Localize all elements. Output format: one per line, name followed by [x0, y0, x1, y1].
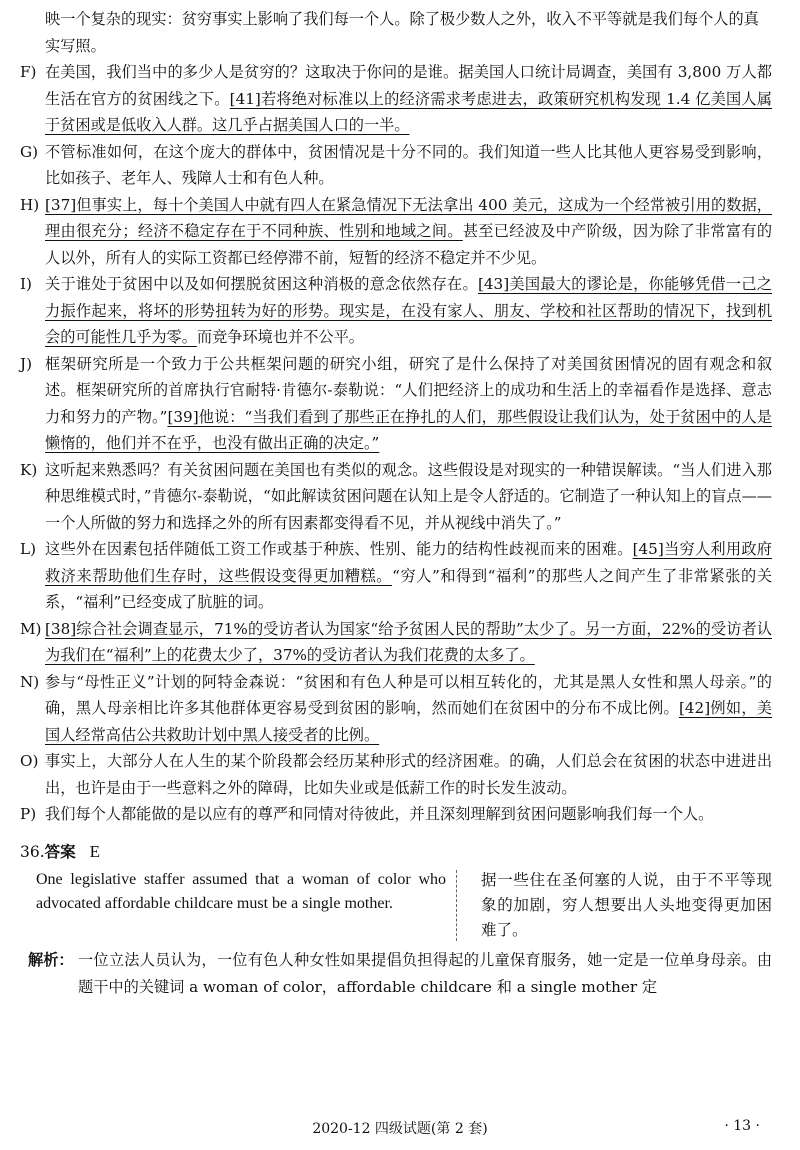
- underlined-sentence: [42]例如，美国人经常高估公共救助计划中黑人接受者的比例。: [45, 699, 772, 744]
- underlined-sentence: [41]若将绝对标准以上的经济需求考虑进去，政策研究机构发现 1.4 亿美国人属于贫困或是低收入人群。这几乎占据美国人口的一半。: [45, 89, 773, 134]
- question-header: [20, 838, 772, 866]
- page-number: · 13 ·: [724, 1118, 760, 1134]
- sentence: 关于谁处于贫困中以及如何摆脱贫困这种消极的意念依然存在。: [45, 275, 478, 293]
- answer-letter: E: [89, 841, 101, 861]
- paragraph-body: [45, 801, 772, 828]
- sentence: 在美国，我们当中的多少人是贫穷的？这取决于你问的是谁。据美国人口统计局调查，美国有 3,800 万人都生活在官方的贫困线之下。: [45, 63, 772, 108]
- underlined-sentence: [45]当穷人利用政府救济来帮助他们生存时，这些假设变得更加糟糕。: [45, 540, 772, 585]
- paragraph-body: [45, 748, 772, 801]
- sentence: 不管标准如何，在这个庞大的群体中，贫困情况是十分不同的。我们知道一些人比其他人更容易受到影响，比如孩子、老年人、残障人士和有色人种。: [45, 142, 772, 187]
- paragraph: [20, 536, 772, 616]
- statement-pair: [20, 868, 772, 943]
- paragraph-label: F): [20, 63, 37, 81]
- passage: [20, 6, 772, 828]
- paragraph-body: [45, 59, 772, 139]
- paragraph-label: J): [20, 354, 33, 373]
- explanation-text: 一位立法人员认为，一位有色人种女性如果提倡负担得起的儿童保育服务，她一定是一位单身母亲。由题干中的关键词 a woman of color，affordable childcare 和 a single mother 定: [78, 950, 772, 996]
- sentence: 映一个复杂的现实：贫穷事实上影响了我们每一个人。除了极少数人之外，收入不平等就是我们每个人的真实写照。: [45, 10, 759, 55]
- paragraph-body: [45, 457, 772, 537]
- paragraph: [20, 351, 772, 457]
- paragraph: [20, 59, 772, 139]
- underlined-sentence: [37]但事实上，每十个美国人中就有四人在紧急情况下无法拿出 400 美元，这成为一个经常被引用的数据，理由很充分；经济不稳定存在于不同种族、性别和地域之间。: [45, 195, 772, 240]
- paragraph-label: I): [20, 275, 32, 293]
- paragraph: [20, 748, 772, 801]
- sentence: 这些外在因素包括伴随低工资工作或基于种族、性别、能力的结构性歧视而来的困难。: [45, 540, 633, 558]
- paragraph: [20, 457, 772, 537]
- explanation-label: 解析：: [28, 950, 74, 969]
- page-footer: [0, 1118, 800, 1138]
- paragraph-body: [45, 351, 772, 457]
- paragraph: [20, 271, 772, 351]
- paragraph-label: L): [20, 540, 37, 558]
- paragraph-body: [45, 192, 772, 272]
- sentence: 而竞争环境也并不公平。: [196, 328, 364, 346]
- sentence: 参与“母性正义”计划的阿特金森说：“贫困和有色人种是可以相互转化的，尤其是黑人女性和黑人母亲。”的确，黑人母亲相比许多其他群体更容易受到贫困的影响，然而她们在贫困中的分布不成比例。: [45, 672, 772, 717]
- statement-english: One legislative staffer assumed that a woman of color who advocated affordable childcare must be a single mother.: [36, 870, 446, 912]
- statement-chinese: 据一些住在圣何塞的人说，由于不平等现象的加剧，穷人想要出人头地变得更加困难了。: [481, 870, 772, 939]
- underlined-sentence: [39]他说：“当我们看到了那些正在挣扎的人们，那些假设让我们认为，处于贫困中的人是懒惰的，他们并不在乎，也没有做出正确的决定。”: [45, 407, 772, 452]
- explanation: [20, 947, 772, 1001]
- dashed-divider: [456, 870, 471, 941]
- sentence: 事实上，大部分人在人生的某个阶段都会经历某种形式的经济困难。的确，人们总会在贫困的状态中进进出出，也许是由于一些意料之外的障碍，比如失业或是低薪工作的时长发生波动。: [45, 752, 772, 797]
- paragraph-body: [45, 536, 772, 616]
- paragraph: [20, 616, 772, 669]
- paragraph-label: O): [20, 752, 39, 770]
- paragraph-body: [45, 616, 772, 669]
- paragraph-label: N): [20, 672, 40, 691]
- paragraph-body: [45, 669, 772, 749]
- footer-title: 2020-12 四级试题(第 2 套): [312, 1121, 488, 1137]
- paragraph-label: P): [20, 805, 37, 823]
- paragraph-label: G): [20, 142, 39, 161]
- paragraph: [20, 801, 772, 828]
- question-number: 36.: [20, 842, 45, 861]
- underlined-sentence: [38]综合社会调查显示，71%的受访者认为国家“给予贫困人民的帮助”太少了。另一方面，22%的受访者认为我们在“福利”上的花费太少了，37%的受访者认为我们花费的太多了。: [45, 619, 772, 664]
- paragraph-label: M): [20, 619, 42, 638]
- sentence: 框架研究所是一个致力于公共框架问题的研究小组，研究了是什么保持了对美国贫困情况的固有观念和叙述。框架研究所的首席执行官耐特·肯德尔-泰勒说：“人们把经济上的成功和生活上的幸福看作是选择、意志力和努力的产物。”: [45, 354, 772, 426]
- paragraph-body: [45, 271, 772, 351]
- paragraph: [20, 139, 772, 192]
- paragraph: [20, 669, 772, 749]
- sentence: 甚至已经波及中产阶级，因为除了非常富有的人以外，所有人的实际工资都已经停滞不前，短暂的经济不稳定并不少见。: [45, 222, 773, 267]
- paragraph-label: H): [20, 195, 40, 214]
- sentence: “穷人”和得到“福利”的那些人之间产生了非常紧张的关系，“福利”已经变成了肮脏的词。: [45, 566, 773, 611]
- sentence: 这听起来熟悉吗？有关贫困问题在美国也有类似的观念。这些假设是对现实的一种错误解读。“当人们进入那种思维模式时，”肯德尔-泰勒说，“如此解读贫困问题在认知上是令人舒适的。它制造了一种认知上的盲点——一个人所做的努力和选择之外的所有因素都变得看不见，并从视线中消失了。”: [45, 460, 772, 532]
- paragraph: [20, 6, 772, 59]
- answer-label: 答案: [44, 842, 76, 861]
- paragraph: [20, 192, 772, 272]
- paragraph-label: K): [20, 460, 38, 479]
- sentence: 我们每个人都能做的是以应有的尊严和同情对待彼此，并且深刻理解到贫困问题影响我们每一个人。: [45, 805, 714, 823]
- underlined-sentence: [43]美国最大的谬论是，你能够凭借一己之力振作起来，将坏的形势扭转为好的形势。现实是，在没有家人、朋友、学校和社区帮助的情况下，找到机会的可能性几乎为零。: [45, 275, 772, 346]
- paragraph-body: [45, 139, 772, 192]
